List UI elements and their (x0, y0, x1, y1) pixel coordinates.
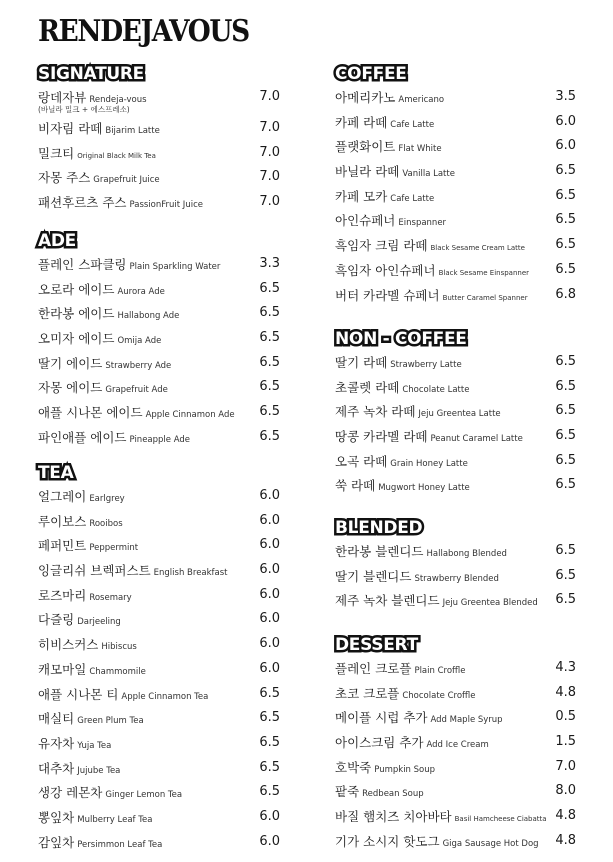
menu-item-english-name: Einspanner (398, 218, 447, 229)
menu-item-english-name: Flat White (398, 144, 442, 155)
menu-item-price: 6.5 (259, 354, 280, 370)
menu-item-english-name: Jeju Greentea Latte (418, 409, 501, 420)
menu-item-price: 6.5 (259, 379, 280, 395)
menu-item-korean-name: 오곡 라떼 (335, 453, 388, 469)
menu-item (335, 262, 576, 287)
menu-item-name (38, 379, 168, 398)
section-title: BLENDED (335, 518, 423, 538)
menu-item-korean-name: 잉글리쉬 브렉퍼스트 (38, 563, 151, 579)
menu-item-price: 6.0 (259, 611, 280, 627)
menu-item-price: 6.8 (555, 286, 576, 302)
menu-item-name (38, 587, 132, 606)
menu-item-english-name: Original Black Milk Tea (77, 151, 156, 160)
menu-item-korean-name: 애플 시나몬 에이드 (38, 405, 143, 421)
menu-item-korean-name: 아인슈페너 (335, 213, 396, 229)
menu-item-name (38, 686, 208, 705)
menu-item-name (335, 592, 538, 611)
menu-item-price: 3.3 (259, 256, 280, 271)
menu-item-price: 6.0 (259, 808, 280, 824)
menu-item-korean-name: 애플 시나몬 티 (38, 686, 119, 702)
menu-item-english-name: Jeju Greentea Blended (442, 598, 538, 609)
menu-item-name (335, 685, 475, 704)
menu-item (335, 114, 576, 139)
menu-item-english-name: Yuja Tea (77, 740, 112, 751)
menu-item (335, 188, 576, 213)
menu-item-english-name: Plain Croffle (414, 666, 466, 676)
section-signature (38, 64, 280, 219)
menu-item-name (38, 330, 161, 349)
menu-item-price: 0.5 (555, 709, 576, 725)
menu-item-korean-name: 초코 크로플 (335, 685, 400, 701)
menu-item-name (335, 568, 499, 587)
menu-item-korean-name: 루이보스 (38, 513, 87, 529)
menu-item (38, 355, 280, 380)
menu-item-korean-name: 페퍼민트 (38, 538, 87, 554)
menu-item-name (38, 661, 146, 680)
menu-item-korean-name: 흑임자 아인슈페너 (335, 262, 436, 278)
menu-item-name (335, 783, 424, 802)
menu-item-korean-name: 플레인 크로플 (335, 661, 412, 676)
menu-item-price: 6.5 (259, 759, 280, 775)
menu-item-english-name: Ginger Lemon Tea (105, 790, 183, 801)
menu-item (38, 587, 280, 612)
menu-item-price: 6.5 (555, 543, 576, 558)
menu-item-name (38, 145, 156, 164)
menu-item-name (335, 833, 539, 852)
menu-item-name (38, 429, 190, 448)
menu-item-english-name: Rendeja-vous (89, 95, 147, 105)
section-non-coffee (335, 329, 576, 502)
menu-item (335, 808, 576, 833)
menu-item (38, 686, 280, 711)
menu-item-price: 3.5 (555, 89, 576, 104)
menu-item-english-name: Black Sesame Cream Latte (430, 244, 525, 253)
section-ade (38, 231, 280, 454)
menu-item-price: 6.5 (555, 261, 576, 277)
menu-item-english-name: Persimmon Leaf Tea (77, 839, 163, 850)
menu-item-name (335, 759, 435, 778)
menu-item-name (38, 760, 120, 779)
menu-item (335, 287, 576, 312)
menu-item-korean-name: 한라봉 에이드 (38, 306, 115, 322)
menu-item-price: 8.0 (555, 783, 576, 799)
menu-item-korean-name: 유자차 (38, 735, 75, 751)
menu-item-name (335, 237, 525, 256)
menu-item-price: 6.0 (259, 562, 280, 578)
menu-item-price: 6.5 (555, 567, 576, 583)
menu-item-price: 6.5 (555, 163, 576, 179)
menu-item-list (335, 89, 576, 311)
menu-item (38, 784, 280, 809)
menu-item-price: 6.5 (555, 403, 576, 419)
menu-item-english-name: Bijarim Latte (105, 126, 160, 136)
menu-item-korean-name: 자몽 주스 (38, 170, 91, 186)
menu-item-name (335, 262, 529, 281)
menu-item-korean-name: 딸기 에이드 (38, 355, 103, 371)
menu-item (38, 169, 280, 194)
menu-item-price: 6.5 (555, 187, 576, 203)
menu-item (38, 120, 280, 145)
menu-item-korean-name: 매실티 (38, 711, 75, 727)
menu-item-name (38, 834, 162, 853)
menu-item-price: 7.0 (259, 169, 280, 185)
menu-item (335, 403, 576, 428)
menu-item (38, 256, 280, 281)
menu-item-price: 7.0 (259, 120, 280, 135)
menu-item-name (38, 488, 125, 507)
menu-item-english-name: Grapefruit Ade (105, 385, 168, 396)
section-tea (38, 463, 280, 858)
menu-item-korean-name: 파인애플 에이드 (38, 429, 127, 445)
menu-item-name (38, 809, 152, 828)
menu-item-korean-name: 아이스크림 추가 (335, 735, 424, 751)
menu-item-english-name: Omija Ade (117, 336, 162, 347)
menu-item-korean-name: 패션후르츠 주스 (38, 195, 127, 211)
menu-item-price: 6.0 (259, 660, 280, 676)
menu-item-price: 6.0 (259, 833, 280, 849)
menu-item-korean-name: 오미자 에이드 (38, 331, 115, 347)
menu-item (38, 379, 280, 404)
menu-item-korean-name: 비자림 라떼 (38, 121, 103, 136)
menu-item-english-name: Cafe Latte (390, 119, 435, 130)
menu-item-name (335, 660, 465, 679)
menu-item-korean-name: 딸기 라떼 (335, 355, 388, 370)
menu-item-english-name: Hibiscus (101, 642, 137, 653)
menu-item-english-name: Strawberry Ade (105, 360, 172, 371)
menu-item-korean-name: 호박죽 (335, 759, 372, 775)
section-blended (335, 518, 576, 617)
menu-item-english-name: Apple Cinnamon Tea (121, 691, 209, 702)
menu-item (38, 305, 280, 330)
menu-item-name (38, 710, 144, 729)
menu-item-name (335, 354, 462, 373)
menu-item-korean-name: 땅콩 카라멜 라떼 (335, 429, 428, 445)
menu-item-korean-name: 플레인 스파클링 (38, 257, 127, 272)
menu-item (38, 404, 280, 429)
menu-item-english-name: Jujube Tea (77, 765, 121, 776)
brand-logo-text: RENDEJAVOUS (38, 14, 249, 49)
menu-item-korean-name: 바닐라 라떼 (335, 164, 400, 180)
menu-item-price: 6.5 (555, 428, 576, 444)
menu-item-english-name: Vanilla Latte (402, 169, 455, 180)
menu-item-korean-name: 메이플 시럽 추가 (335, 710, 428, 726)
menu-item (38, 488, 280, 513)
menu-item-name (38, 169, 160, 188)
menu-item (38, 735, 280, 760)
menu-item (335, 783, 576, 808)
menu-item-price: 6.5 (259, 404, 280, 420)
menu-item (335, 685, 576, 710)
menu-item-name (38, 735, 111, 754)
menu-item (38, 330, 280, 355)
menu-item (335, 89, 576, 114)
menu-item-english-name: Chammomile (89, 666, 146, 677)
menu-item-english-name: Hallabong Blended (426, 549, 507, 559)
menu-item (335, 237, 576, 262)
menu-item (335, 212, 576, 237)
menu-item-english-name: Add Ice Cream (426, 740, 489, 751)
menu-item-name (38, 404, 235, 423)
menu-item-english-name: Aurora Ade (117, 286, 165, 297)
menu-item-price: 6.5 (555, 477, 576, 493)
section-title: DESSERT (335, 635, 418, 655)
menu-item-price: 6.0 (259, 586, 280, 602)
menu-item-list (335, 660, 576, 858)
menu-item (38, 809, 280, 834)
menu-item-korean-name: 아메리카노 (335, 90, 396, 105)
menu-item-name (335, 138, 442, 157)
menu-item-english-name: English Breakfast (153, 568, 228, 579)
menu-item-english-name: Hallabong Ade (117, 311, 180, 322)
menu-item (335, 477, 576, 502)
menu-item-price: 6.0 (259, 537, 280, 553)
menu-item-korean-name: 히비스커스 (38, 637, 99, 653)
menu-item-english-name: Add Maple Syrup (430, 715, 503, 726)
menu-item-price: 6.5 (555, 354, 576, 369)
menu-item-name (335, 89, 444, 108)
menu-item-price: 6.5 (259, 784, 280, 800)
menu-item-english-name: Mugwort Honey Latte (378, 483, 470, 494)
menu-item-korean-name: 카페 모카 (335, 188, 388, 204)
menu-item-korean-name: 초콜렛 라떼 (335, 379, 400, 395)
menu-item-english-name: Pumpkin Soup (374, 764, 436, 775)
menu-item-name (335, 212, 446, 231)
menu-item-price: 4.3 (555, 660, 576, 675)
menu-item (335, 568, 576, 593)
menu-item (335, 428, 576, 453)
menu-item-english-name: Grapefruit Juice (93, 175, 160, 186)
menu-item-name (38, 305, 179, 324)
menu-item-price: 6.5 (555, 237, 576, 253)
menu-item (38, 281, 280, 306)
menu-item-english-name: Americano (398, 95, 445, 105)
menu-item-korean-name: 카페 라떼 (335, 114, 388, 130)
menu-item (335, 660, 576, 685)
menu-item-price: 6.5 (259, 330, 280, 346)
menu-item-name (335, 188, 434, 207)
menu-item-english-name: Plain Sparkling Water (129, 262, 221, 272)
menu-item-korean-name: 쑥 라떼 (335, 478, 376, 494)
menu-item-name (38, 355, 171, 374)
menu-item-english-name: Butter Caramel Spanner (442, 293, 528, 302)
menu-item-price: 6.5 (259, 734, 280, 750)
menu-item-english-name: Peppermint (89, 543, 139, 554)
menu-item-name (335, 734, 489, 753)
menu-item (335, 543, 576, 568)
menu-item-price: 6.5 (555, 378, 576, 394)
menu-item-english-name: Basil Hamcheese Ciabatta (454, 815, 547, 824)
menu-item-english-name: PassionFruit Juice (129, 200, 203, 211)
menu-item-korean-name: 다즐링 (38, 612, 75, 628)
section-title: ADE (38, 231, 76, 251)
menu-item-list (335, 543, 576, 617)
menu-item-english-name: Rosemary (89, 592, 132, 603)
menu-item-name (335, 379, 469, 398)
menu-item-english-name: Cafe Latte (390, 193, 435, 204)
menu-item (335, 592, 576, 617)
menu-item-price: 7.0 (555, 758, 576, 774)
menu-item-price: 6.0 (555, 113, 576, 129)
menu-item-english-name: Strawberry Latte (390, 360, 462, 370)
section-dessert (335, 635, 576, 858)
menu-item (38, 513, 280, 538)
menu-item-price: 7.0 (259, 144, 280, 160)
menu-item-korean-name: 딸기 블렌디드 (335, 568, 412, 584)
menu-item-english-name: Green Plum Tea (77, 716, 144, 727)
menu-item-price: 4.8 (555, 808, 576, 824)
menu-item (38, 562, 280, 587)
menu-item-name (335, 543, 507, 562)
menu-item-korean-name: 흑임자 크림 라떼 (335, 238, 428, 254)
menu-item-english-name: Earlgrey (89, 494, 125, 504)
menu-item (335, 354, 576, 379)
menu-item-name (38, 784, 182, 803)
menu-item-english-name: Pineapple Ade (129, 434, 191, 445)
menu-item-english-name: Black Sesame Einspanner (438, 268, 530, 277)
menu-item-korean-name: 감잎차 (38, 834, 75, 850)
menu-item (335, 453, 576, 478)
menu-item-name (335, 709, 503, 728)
menu-item-price: 6.5 (259, 428, 280, 444)
menu-item-english-name: Strawberry Blended (414, 573, 499, 584)
menu-item-name (335, 287, 528, 306)
menu-item-english-name: Chocolate Latte (402, 384, 470, 395)
menu-item-name (38, 281, 165, 300)
menu-item-name (38, 256, 220, 275)
menu-item-name (38, 611, 121, 630)
menu-item (38, 89, 280, 120)
menu-item (335, 709, 576, 734)
menu-item-english-name: Peanut Caramel Latte (430, 434, 523, 445)
menu-item-korean-name: 플랫화이트 (335, 139, 396, 155)
menu-item (38, 834, 280, 859)
menu-item (38, 710, 280, 735)
menu-item-name (38, 636, 137, 655)
menu-item-name (335, 163, 455, 182)
menu-item-name (335, 808, 547, 827)
menu-item-price: 6.0 (555, 138, 576, 154)
menu-item-name (38, 537, 138, 556)
menu-item-price: 4.8 (555, 684, 576, 700)
menu-item (38, 636, 280, 661)
menu-item-price: 6.0 (259, 488, 280, 503)
menu-item-korean-name: 제주 녹차 블렌디드 (335, 593, 440, 609)
menu-item (335, 734, 576, 759)
menu-item-english-name: Chocolate Croffle (402, 690, 476, 701)
menu-item-korean-name: 랑데자뷰 (38, 90, 87, 105)
menu-item-price: 6.5 (555, 592, 576, 608)
menu-item-korean-name: 제주 녹차 라떼 (335, 404, 416, 420)
menu-item-korean-name: 캐모마일 (38, 661, 87, 677)
menu-item-korean-name: 버터 카라멜 슈페너 (335, 287, 440, 303)
menu-item-name (335, 428, 523, 447)
menu-item-name (335, 477, 470, 496)
section-title: SIGNATURE (38, 64, 144, 84)
menu-item-english-name: Grain Honey Latte (390, 458, 468, 469)
menu-item-english-name: Redbean Soup (362, 789, 424, 800)
menu-item-list (38, 256, 280, 454)
menu-item-list (38, 488, 280, 858)
menu-item-price: 6.5 (259, 305, 280, 321)
menu-item-english-name: Apple Cinnamon Ade (145, 410, 235, 421)
menu-item-english-name: Rooibos (89, 518, 123, 529)
menu-item-english-name: Giga Sausage Hot Dog (442, 838, 539, 849)
section-title: TEA (38, 463, 74, 483)
menu-item-english-name: Darjeeling (77, 617, 121, 628)
menu-item-name (335, 114, 434, 133)
menu-item-price: 6.0 (259, 636, 280, 652)
menu-item-korean-name: 생강 레몬차 (38, 785, 103, 801)
section-coffee (335, 64, 576, 311)
menu-item-korean-name: 로즈마리 (38, 587, 87, 603)
menu-item (335, 759, 576, 784)
menu-item-korean-name: 뽕잎차 (38, 809, 75, 825)
menu-item-korean-name: 얼그레이 (38, 489, 87, 504)
menu-item (335, 379, 576, 404)
menu-item-korean-name: 오로라 에이드 (38, 281, 115, 297)
menu-item-price: 6.5 (555, 452, 576, 468)
menu-item (38, 760, 280, 785)
menu-item (38, 611, 280, 636)
menu-item-korean-name: 기가 소시지 핫도그 (335, 833, 440, 849)
menu-item-list (38, 89, 280, 219)
menu-item-korean-name: 바질 햄치즈 치아바타 (335, 809, 452, 825)
menu-item (38, 537, 280, 562)
menu-item-price: 1.5 (555, 734, 576, 750)
menu-item-korean-name: 팥죽 (335, 784, 360, 800)
menu-item (335, 163, 576, 188)
menu-item-price: 6.0 (259, 512, 280, 528)
section-title: NON - COFFEE (335, 329, 467, 349)
menu-item (335, 833, 576, 858)
menu-item (38, 429, 280, 454)
menu-item-price: 7.0 (259, 89, 280, 104)
menu-item-korean-name: 대추차 (38, 760, 75, 776)
menu-item-price: 7.0 (259, 194, 280, 210)
menu-item-price: 6.5 (259, 685, 280, 701)
menu-item-name (38, 194, 203, 213)
menu-item-price: 6.5 (259, 710, 280, 726)
menu-item-description: (바닐라 밀크 + 에스프레소) (38, 105, 130, 114)
menu-item-english-name: Mulberry Leaf Tea (77, 814, 153, 825)
menu-item-name (38, 120, 160, 139)
menu-item (38, 661, 280, 686)
menu-item-korean-name: 밀크티 (38, 145, 75, 161)
menu-item (335, 138, 576, 163)
menu-item-korean-name: 자몽 에이드 (38, 380, 103, 396)
menu-item-price: 6.5 (555, 212, 576, 228)
menu-item-price: 4.8 (555, 832, 576, 848)
menu-item-korean-name: 한라봉 블렌디드 (335, 544, 424, 559)
menu-item-name (335, 453, 468, 472)
menu-item (38, 145, 280, 170)
menu-item-list (335, 354, 576, 502)
menu-item-price: 6.5 (259, 280, 280, 296)
menu-item-name (335, 403, 501, 422)
section-title: COFFEE (335, 64, 407, 84)
menu-item-name (38, 562, 228, 581)
menu-item-name (38, 513, 123, 532)
menu-item (38, 194, 280, 219)
